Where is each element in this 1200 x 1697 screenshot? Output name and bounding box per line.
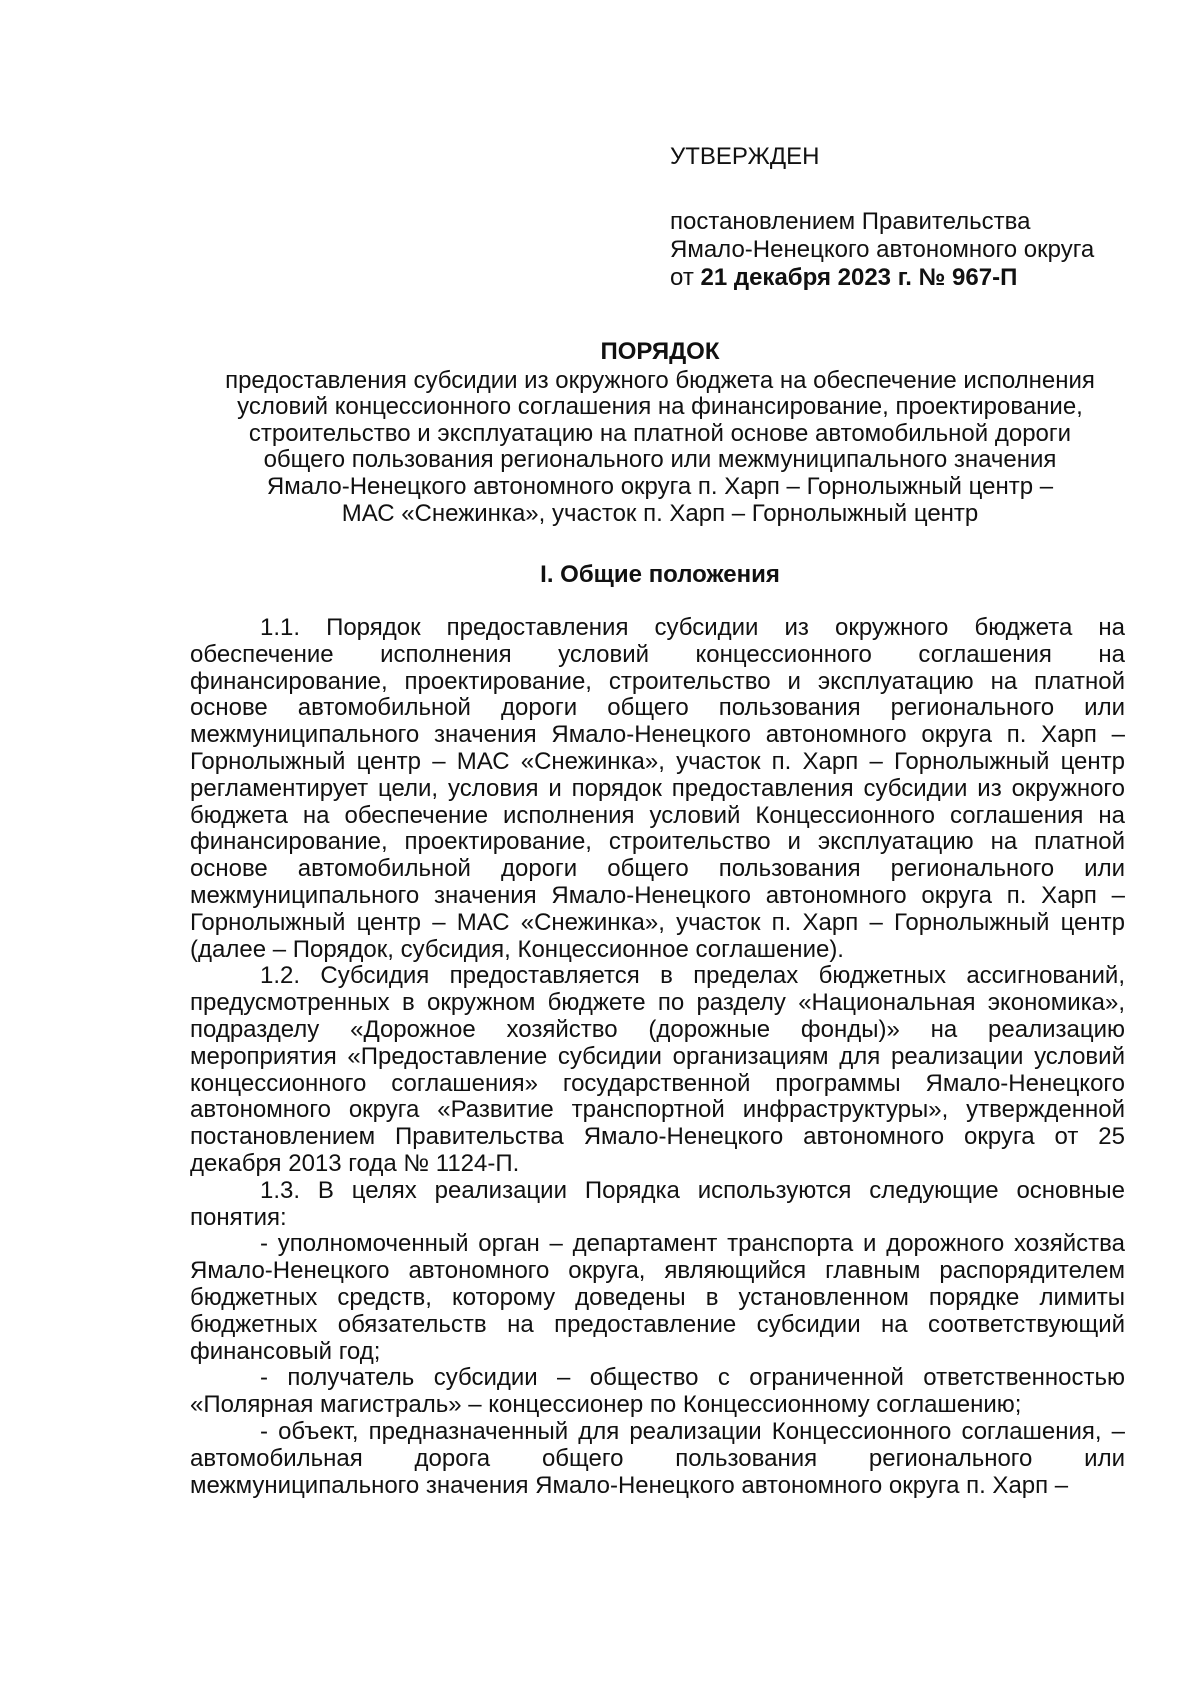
section-heading: I. Общие положения: [540, 561, 780, 588]
approval-line-2: Ямало-Ненецкого автономного округа: [670, 236, 1095, 263]
document-title: ПОРЯДОК: [600, 338, 720, 365]
paragraph-1-2: 1.2. Субсидия предоставляется в пределах бюджетных ассигнований, предусмотренных в окружном бюджете по разделу «Национальная экономика», подразделу «Дорожное хозяйство (дорожные фонды)» на реализацию мероприятия «Предоставление субсидии организациям для реализации условий концессионного соглашения» государственной программы Ямало-Ненецкого автономного округа «Развитие транспортной инфраструктуры», утвержденной постановлением Правительства Ямало-Ненецкого автономного округа от 25 декабря 2013 года № 1124-П.: [190, 962, 1125, 1177]
approval-date-value: 21 декабря 2023 г. № 967-П: [700, 264, 1018, 291]
approval-line-1: постановлением Правительства: [670, 208, 1031, 235]
paragraph-1-1: 1.1. Порядок предоставления субсидии из окружного бюджета на обеспечение исполнения условий концессионного соглашения на финансирование, проектирование, строительство и эксплуатацию на платной основе автомобильной дороги общего пользования регионального или межмуниципального значения Ямало-Ненецкого автономного округа п. Харп – Горнолыжный центр – МАС «Снежинка», участок п. Харп – Горнолыжный центр регламентирует цели, условия и порядок предоставления субсидии из окружного бюджета на обеспечение исполнения условий Концессионного соглашения на финансирование, проектирование, строительство и эксплуатацию на платной основе автомобильной дороги общего пользования регионального или межмуниципального значения Ямало-Ненецкого автономного округа п. Харп – Горнолыжный центр – МАС «Снежинка», участок п. Харп – Горнолыжный центр (далее – Порядок, субсидия, Концессионное соглашение).: [190, 614, 1125, 963]
definition-subsidy-recipient: - получатель субсидии – общество с ограниченной ответственностью «Полярная магистраль» – концессионер по Концессионному соглашению;: [190, 1364, 1125, 1419]
definition-authorized-body: - уполномоченный орган – департамент транспорта и дорожного хозяйства Ямало-Ненецкого автономного округа, являющийся главным распорядителем бюджетных средств, которому доведены в установленном порядке лимиты бюджетных обязательств на предоставление субсидии на соответствующий финансовый год;: [190, 1230, 1125, 1365]
approval-stamp-block: [670, 143, 1140, 292]
approval-date-line: [670, 264, 1140, 292]
paragraph-1-3: 1.3. В целях реализации Порядка используются следующие основные понятия:: [190, 1176, 1125, 1231]
document-subtitle-line: условий концессионного соглашения на финансирование, проектирование,: [237, 393, 1083, 421]
definition-object: - объект, предназначенный для реализации Концессионного соглашения, – автомобильная дорога общего пользования регионального или межмуниципального значения Ямало-Ненецкого автономного округа п. Харп –: [190, 1417, 1125, 1499]
document-subtitle-line: Ямало-Ненецкого автономного округа п. Харп – Горнолыжный центр –: [266, 472, 1054, 500]
approved-heading: УТВЕРЖДЕН: [670, 143, 820, 170]
document-subtitle-line: МАС «Снежинка», участок п. Харп – Горнолыжный центр: [341, 499, 979, 527]
document-subtitle-line: общего пользования регионального или межмуниципального значения: [263, 446, 1057, 474]
approval-date-prefix: от: [670, 264, 694, 291]
document-subtitle-line: предоставления субсидии из окружного бюджета на обеспечение исполнения: [225, 366, 1095, 394]
section-body: [190, 615, 1125, 1499]
document-heading: [190, 339, 1130, 527]
document-subtitle-line: строительство и эксплуатацию на платной основе автомобильной дороги: [248, 419, 1072, 447]
